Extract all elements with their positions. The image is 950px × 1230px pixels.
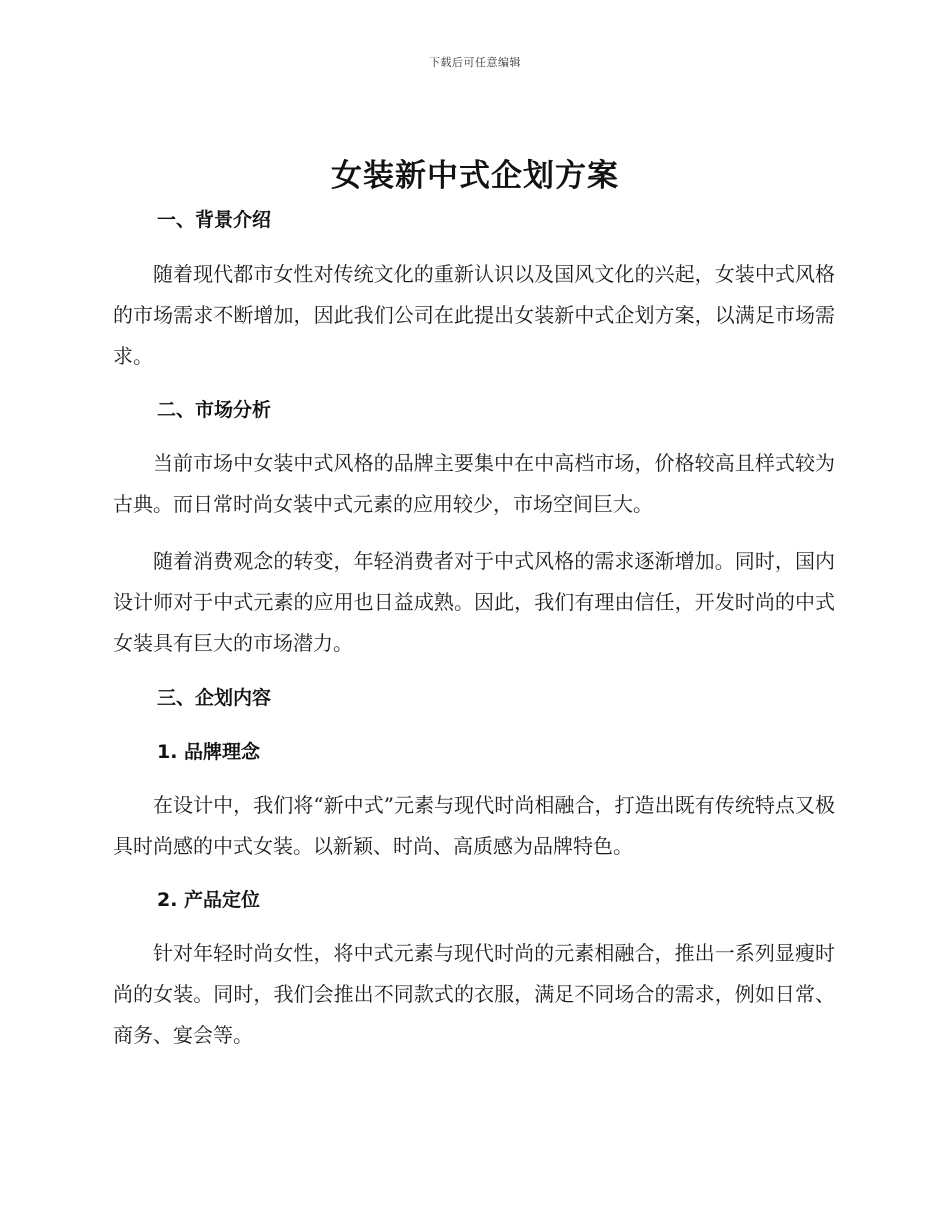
paragraph-market-2: 随着消费观念的转变，年轻消费者对于中式风格的需求逐渐增加。同时，国内设计师对于中式元素的应用也日益成熟。因此，我们有理由信任，开发时尚的中式女装具有巨大的市场潜力。	[113, 549, 835, 655]
document-body	[113, 196, 835, 1056]
subsection-heading-brand: 1. 品牌理念	[157, 741, 261, 763]
header-note: 下载后可任意编辑	[429, 56, 521, 69]
paragraph-background: 随着现代都市女性对传统文化的重新认识以及国风文化的兴起，女装中式风格的市场需求不断增加，因此我们公司在此提出女装新中式企划方案，以满足市场需求。	[113, 262, 835, 368]
subsection-heading-positioning: 2. 产品定位	[157, 889, 261, 911]
paragraph-brand: 在设计中，我们将“新中式”元素与现代时尚相融合，打造出既有传统特点又极具时尚感的中式女装。以新颖、时尚、高质感为品牌特色。	[113, 793, 835, 858]
paragraph-positioning: 针对年轻时尚女性，将中式元素与现代时尚的元素相融合，推出一系列显瘦时尚的女装。同时，我们会推出不同款式的衣服，满足不同场合的需求，例如日常、商务、宴会等。	[113, 941, 835, 1047]
section-heading-market: 二、市场分析	[157, 399, 272, 421]
section-heading-background: 一、背景介绍	[157, 209, 272, 231]
section-heading-plan: 三、企划内容	[157, 687, 272, 709]
document-title: 女装新中式企划方案	[331, 158, 619, 194]
paragraph-market-1: 当前市场中女装中式风格的品牌主要集中在中高档市场，价格较高且样式较为古典。而日常时尚女装中式元素的应用较少，市场空间巨大。	[113, 451, 835, 516]
